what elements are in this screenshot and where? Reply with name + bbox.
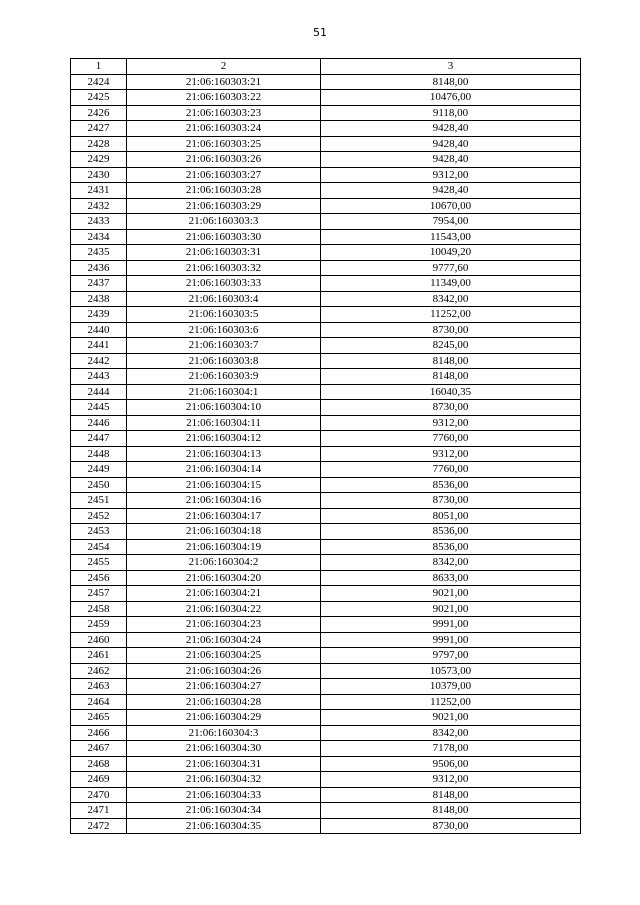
value-cell: 8245,00: [321, 338, 581, 354]
cadastral-number-cell: 21:06:160303:4: [127, 291, 321, 307]
row-number-cell: 2462: [71, 663, 127, 679]
cadastral-number-cell: 21:06:160304:23: [127, 617, 321, 633]
cadastral-number-cell: 21:06:160304:31: [127, 756, 321, 772]
table-row: [71, 772, 581, 788]
table-row: [71, 415, 581, 431]
row-number-cell: 2460: [71, 632, 127, 648]
cadastral-number-cell: 21:06:160303:6: [127, 322, 321, 338]
table-row: [71, 818, 581, 834]
cadastral-number-cell: 21:06:160303:3: [127, 214, 321, 230]
row-number-cell: 2440: [71, 322, 127, 338]
table-row: [71, 198, 581, 214]
table-row: [71, 167, 581, 183]
table-row: [71, 679, 581, 695]
row-number-cell: 2461: [71, 648, 127, 664]
cadastral-number-cell: 21:06:160304:19: [127, 539, 321, 555]
value-cell: 8148,00: [321, 803, 581, 819]
table-row: [71, 245, 581, 261]
value-cell: 9991,00: [321, 632, 581, 648]
row-number-cell: 2439: [71, 307, 127, 323]
table-row: [71, 617, 581, 633]
row-number-cell: 2454: [71, 539, 127, 555]
value-cell: 11543,00: [321, 229, 581, 245]
row-number-cell: 2468: [71, 756, 127, 772]
row-number-cell: 2424: [71, 74, 127, 90]
row-number-cell: 2435: [71, 245, 127, 261]
cadastral-number-cell: 21:06:160304:32: [127, 772, 321, 788]
table-row: [71, 601, 581, 617]
value-cell: 10049,20: [321, 245, 581, 261]
row-number-cell: 2463: [71, 679, 127, 695]
value-cell: 9021,00: [321, 586, 581, 602]
cadastral-number-cell: 21:06:160304:13: [127, 446, 321, 462]
table-row: [71, 694, 581, 710]
row-number-cell: 2443: [71, 369, 127, 385]
row-number-cell: 2455: [71, 555, 127, 571]
row-number-cell: 2442: [71, 353, 127, 369]
table-row: [71, 632, 581, 648]
cadastral-number-cell: 21:06:160303:22: [127, 90, 321, 106]
table-row: [71, 493, 581, 509]
value-cell: 16040,35: [321, 384, 581, 400]
value-cell: 7954,00: [321, 214, 581, 230]
value-cell: 9312,00: [321, 415, 581, 431]
cadastral-number-cell: 21:06:160304:24: [127, 632, 321, 648]
row-number-cell: 2441: [71, 338, 127, 354]
cadastral-number-cell: 21:06:160303:5: [127, 307, 321, 323]
cadastral-number-cell: 21:06:160304:21: [127, 586, 321, 602]
table-row: [71, 307, 581, 323]
row-number-cell: 2428: [71, 136, 127, 152]
cadastral-number-cell: 21:06:160303:26: [127, 152, 321, 168]
table-row: [71, 524, 581, 540]
cadastral-number-cell: 21:06:160303:32: [127, 260, 321, 276]
value-cell: 7760,00: [321, 431, 581, 447]
value-cell: 9021,00: [321, 601, 581, 617]
row-number-cell: 2434: [71, 229, 127, 245]
table-row: [71, 260, 581, 276]
row-number-cell: 2425: [71, 90, 127, 106]
row-number-cell: 2426: [71, 105, 127, 121]
data-table: [70, 58, 581, 834]
row-number-cell: 2449: [71, 462, 127, 478]
row-number-cell: 2459: [71, 617, 127, 633]
cadastral-number-cell: 21:06:160304:18: [127, 524, 321, 540]
table-row: [71, 369, 581, 385]
cadastral-number-cell: 21:06:160303:7: [127, 338, 321, 354]
row-number-cell: 2427: [71, 121, 127, 137]
table-row: [71, 756, 581, 772]
cadastral-number-cell: 21:06:160304:1: [127, 384, 321, 400]
value-cell: 8148,00: [321, 74, 581, 90]
row-number-cell: 2456: [71, 570, 127, 586]
value-cell: 8730,00: [321, 818, 581, 834]
table-row: [71, 74, 581, 90]
row-number-cell: 2448: [71, 446, 127, 462]
value-cell: 9312,00: [321, 446, 581, 462]
row-number-cell: 2447: [71, 431, 127, 447]
row-number-cell: 2458: [71, 601, 127, 617]
value-cell: 8148,00: [321, 787, 581, 803]
table-body: [71, 74, 581, 834]
cadastral-number-cell: 21:06:160303:28: [127, 183, 321, 199]
table-row: [71, 105, 581, 121]
value-cell: 8633,00: [321, 570, 581, 586]
row-number-cell: 2429: [71, 152, 127, 168]
value-cell: 8730,00: [321, 322, 581, 338]
cadastral-number-cell: 21:06:160304:27: [127, 679, 321, 695]
row-number-cell: 2469: [71, 772, 127, 788]
table-row: [71, 229, 581, 245]
page-number: 51: [313, 26, 327, 39]
cadastral-number-cell: 21:06:160304:10: [127, 400, 321, 416]
value-cell: 8536,00: [321, 524, 581, 540]
row-number-cell: 2452: [71, 508, 127, 524]
table-row: [71, 121, 581, 137]
cadastral-number-cell: 21:06:160304:33: [127, 787, 321, 803]
value-cell: 8536,00: [321, 477, 581, 493]
value-cell: 8536,00: [321, 539, 581, 555]
cadastral-number-cell: 21:06:160303:29: [127, 198, 321, 214]
row-number-cell: 2466: [71, 725, 127, 741]
table-row: [71, 338, 581, 354]
column-header-2: 2: [127, 59, 321, 75]
table-row: [71, 136, 581, 152]
value-cell: 9428,40: [321, 152, 581, 168]
table-row: [71, 648, 581, 664]
table-row: [71, 803, 581, 819]
value-cell: 10573,00: [321, 663, 581, 679]
row-number-cell: 2453: [71, 524, 127, 540]
row-number-cell: 2437: [71, 276, 127, 292]
row-number-cell: 2445: [71, 400, 127, 416]
table-row: [71, 787, 581, 803]
table-row: [71, 539, 581, 555]
cadastral-number-cell: 21:06:160303:8: [127, 353, 321, 369]
table-row: [71, 462, 581, 478]
value-cell: 8342,00: [321, 291, 581, 307]
cadastral-number-cell: 21:06:160303:9: [127, 369, 321, 385]
value-cell: 8342,00: [321, 725, 581, 741]
table-row: [71, 322, 581, 338]
value-cell: 9797,00: [321, 648, 581, 664]
value-cell: 8148,00: [321, 353, 581, 369]
table-row: [71, 725, 581, 741]
table-row: [71, 477, 581, 493]
value-cell: 8148,00: [321, 369, 581, 385]
cadastral-number-cell: 21:06:160303:21: [127, 74, 321, 90]
value-cell: 8730,00: [321, 400, 581, 416]
row-number-cell: 2457: [71, 586, 127, 602]
cadastral-number-cell: 21:06:160304:28: [127, 694, 321, 710]
cadastral-number-cell: 21:06:160304:29: [127, 710, 321, 726]
row-number-cell: 2431: [71, 183, 127, 199]
row-number-cell: 2467: [71, 741, 127, 757]
row-number-cell: 2446: [71, 415, 127, 431]
value-cell: 9428,40: [321, 121, 581, 137]
table-row: [71, 214, 581, 230]
value-cell: 11349,00: [321, 276, 581, 292]
cadastral-number-cell: 21:06:160304:17: [127, 508, 321, 524]
value-cell: 9777,60: [321, 260, 581, 276]
row-number-cell: 2465: [71, 710, 127, 726]
table-row: [71, 446, 581, 462]
table-row: [71, 663, 581, 679]
row-number-cell: 2430: [71, 167, 127, 183]
table-row: [71, 353, 581, 369]
cadastral-number-cell: 21:06:160303:23: [127, 105, 321, 121]
table-row: [71, 152, 581, 168]
cadastral-number-cell: 21:06:160304:25: [127, 648, 321, 664]
row-number-cell: 2436: [71, 260, 127, 276]
row-number-cell: 2432: [71, 198, 127, 214]
value-cell: 9991,00: [321, 617, 581, 633]
table-row: [71, 431, 581, 447]
cadastral-number-cell: 21:06:160304:14: [127, 462, 321, 478]
value-cell: 11252,00: [321, 694, 581, 710]
value-cell: 11252,00: [321, 307, 581, 323]
table-row: [71, 291, 581, 307]
cadastral-number-cell: 21:06:160303:27: [127, 167, 321, 183]
table-row: [71, 741, 581, 757]
table-row: [71, 586, 581, 602]
value-cell: 8051,00: [321, 508, 581, 524]
cadastral-number-cell: 21:06:160304:35: [127, 818, 321, 834]
cadastral-number-cell: 21:06:160304:12: [127, 431, 321, 447]
value-cell: 9118,00: [321, 105, 581, 121]
column-header-3: 3: [321, 59, 581, 75]
cadastral-number-cell: 21:06:160304:20: [127, 570, 321, 586]
value-cell: 8342,00: [321, 555, 581, 571]
table-row: [71, 90, 581, 106]
row-number-cell: 2433: [71, 214, 127, 230]
cadastral-number-cell: 21:06:160303:24: [127, 121, 321, 137]
cadastral-number-cell: 21:06:160303:33: [127, 276, 321, 292]
value-cell: 7178,00: [321, 741, 581, 757]
table-row: [71, 183, 581, 199]
row-number-cell: 2444: [71, 384, 127, 400]
value-cell: 9312,00: [321, 167, 581, 183]
table-row: [71, 400, 581, 416]
value-cell: 9428,40: [321, 136, 581, 152]
cadastral-number-cell: 21:06:160304:16: [127, 493, 321, 509]
row-number-cell: 2472: [71, 818, 127, 834]
table-header-row: [71, 59, 581, 75]
cadastral-number-cell: 21:06:160304:30: [127, 741, 321, 757]
cadastral-number-cell: 21:06:160304:15: [127, 477, 321, 493]
cadastral-number-cell: 21:06:160303:30: [127, 229, 321, 245]
row-number-cell: 2470: [71, 787, 127, 803]
table-row: [71, 508, 581, 524]
value-cell: 10670,00: [321, 198, 581, 214]
row-number-cell: 2438: [71, 291, 127, 307]
value-cell: 7760,00: [321, 462, 581, 478]
table-row: [71, 276, 581, 292]
table-row: [71, 384, 581, 400]
cadastral-number-cell: 21:06:160304:26: [127, 663, 321, 679]
cadastral-number-cell: 21:06:160304:3: [127, 725, 321, 741]
row-number-cell: 2464: [71, 694, 127, 710]
table-row: [71, 710, 581, 726]
value-cell: 9312,00: [321, 772, 581, 788]
table-row: [71, 555, 581, 571]
value-cell: 10379,00: [321, 679, 581, 695]
table-row: [71, 570, 581, 586]
cadastral-number-cell: 21:06:160304:34: [127, 803, 321, 819]
value-cell: 10476,00: [321, 90, 581, 106]
row-number-cell: 2451: [71, 493, 127, 509]
cadastral-number-cell: 21:06:160304:11: [127, 415, 321, 431]
cadastral-number-cell: 21:06:160303:31: [127, 245, 321, 261]
cadastral-number-cell: 21:06:160303:25: [127, 136, 321, 152]
column-header-1: 1: [71, 59, 127, 75]
value-cell: 8730,00: [321, 493, 581, 509]
row-number-cell: 2471: [71, 803, 127, 819]
value-cell: 9506,00: [321, 756, 581, 772]
value-cell: 9428,40: [321, 183, 581, 199]
cadastral-number-cell: 21:06:160304:22: [127, 601, 321, 617]
cadastral-number-cell: 21:06:160304:2: [127, 555, 321, 571]
row-number-cell: 2450: [71, 477, 127, 493]
value-cell: 9021,00: [321, 710, 581, 726]
